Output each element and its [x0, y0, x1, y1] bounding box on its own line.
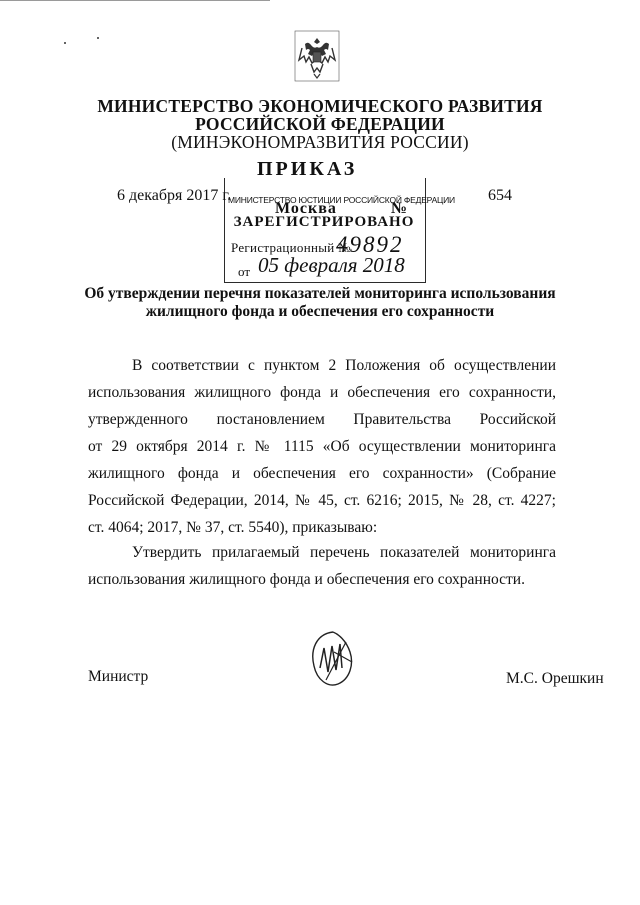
body-line: утвержденного постановлением Правительства Российской: [88, 411, 556, 428]
body-paragraph-1: [88, 352, 556, 541]
stamp-registered: ЗАРЕГИСТРИРОВАНО: [233, 214, 415, 230]
document-type: ПРИКАЗ: [257, 158, 358, 180]
body-line: ст. 4064; 2017, № 37, ст. 5540), приказываю:: [88, 519, 378, 536]
body-line: жилищного фонда и обеспечения его сохранности» (Собрание: [88, 465, 556, 482]
scan-speck: [97, 37, 99, 39]
body-paragraph-2: [88, 539, 556, 593]
signer-position: Министр: [88, 668, 149, 685]
body-line: использования жилищного фонда и обеспечения его сохранности,: [88, 384, 556, 401]
stamp-from-label: от: [238, 264, 251, 279]
ministry-short-name: (МИНЭКОНОМРАЗВИТИЯ РОССИИ): [171, 132, 469, 152]
stamp-ministry: МИНИСТЕРСТВО ЮСТИЦИИ РОССИЙСКОЙ ФЕДЕРАЦИИ: [228, 195, 455, 205]
body-line: использования жилищного фонда и обеспечения его сохранности.: [88, 571, 525, 588]
russian-coat-of-arms-icon: [294, 30, 340, 82]
body-line: В соответствии с пунктом 2 Положения об осуществлении: [132, 357, 556, 374]
order-title-line2: жилищного фонда и обеспечения его сохранности: [145, 303, 495, 320]
signer-name: М.С. Орешкин: [506, 670, 604, 687]
order-city: Москва: [275, 200, 337, 217]
body-line: Утвердить прилагаемый перечень показателей мониторинга: [132, 544, 556, 561]
stamp-from-date: 05 февраля 2018: [258, 253, 405, 277]
order-date: 6 декабря 2017 г.: [117, 187, 232, 204]
stamp-reg-number: 49892: [336, 232, 404, 257]
body-line: от 29 октября 2014 г. № 1115 «Об осуществлении мониторинга: [88, 438, 556, 455]
order-title-line1: Об утверждении перечня показателей мониторинга использования: [84, 285, 556, 302]
stamp-reg-label: Регистрационный №: [231, 240, 351, 255]
ministry-name-line1: МИНИСТЕРСТВО ЭКОНОМИЧЕСКОГО РАЗВИТИЯ: [97, 96, 543, 116]
scan-edge-line: [0, 0, 270, 1]
ministry-name-line2: РОССИЙСКОЙ ФЕДЕРАЦИИ: [195, 114, 445, 134]
scan-speck: [64, 42, 66, 44]
order-number: 654: [488, 187, 512, 204]
handwritten-signature: [306, 628, 360, 692]
body-line: Российской Федерации, 2014, № 45, ст. 6216; 2015, № 28, ст. 4227;: [88, 492, 556, 509]
order-number-sign: №: [391, 200, 408, 217]
